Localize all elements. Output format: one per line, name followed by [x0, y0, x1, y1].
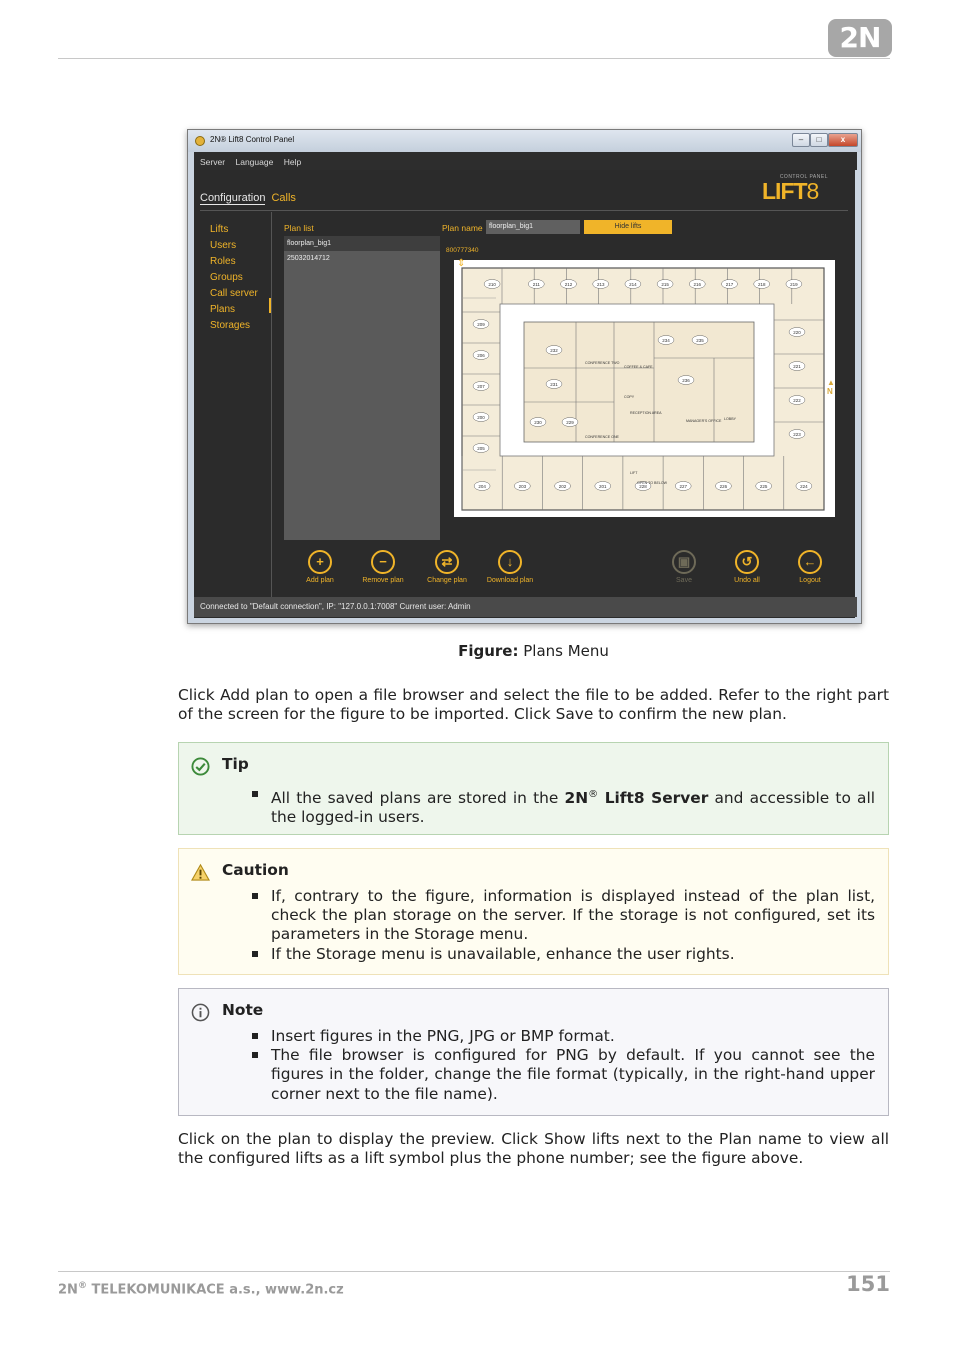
tab-calls[interactable]: Calls — [271, 192, 296, 204]
north-arrow-icon: ▲ N — [827, 378, 835, 396]
room-label: 215 — [661, 281, 669, 287]
lift8-brand — [762, 174, 828, 202]
room-label: 225 — [759, 483, 768, 489]
tab-configuration[interactable]: Configuration — [200, 192, 266, 204]
warning-icon — [191, 863, 210, 882]
note-list — [271, 1027, 875, 1104]
note-item: Insert figures in the PNG, JPG or BMP format. — [271, 1027, 875, 1046]
tip-item — [271, 785, 875, 828]
note-box — [178, 988, 889, 1116]
room-label: 209 — [477, 321, 485, 327]
hide-lifts-button[interactable]: Hide lifts — [584, 220, 672, 234]
room-label: 211 — [532, 281, 540, 287]
floorplan-drawing — [454, 260, 835, 517]
brand-subtitle: CONTROL PANEL — [779, 174, 828, 180]
2n-logo: 2N — [828, 19, 892, 57]
area-label: CONFERENCE ONE — [585, 435, 619, 439]
room-label: 228 — [639, 483, 647, 489]
area-label: LIFT — [630, 471, 638, 475]
config-nav — [210, 222, 258, 334]
nav-item-lifts[interactable]: Lifts — [210, 224, 229, 235]
caution-list — [271, 887, 875, 964]
note-title: Note — [222, 1001, 264, 1019]
checkmark-icon — [191, 757, 210, 776]
plan-list-label: Plan list — [284, 223, 314, 233]
room-label: 220 — [793, 329, 801, 335]
room-label: 234 — [662, 337, 670, 343]
area-label: MANAGER'S OFFICE — [686, 419, 722, 423]
app-window-screenshot — [187, 129, 862, 624]
footer-company-name: TELEKOMUNIKACE a.s., www.2n.cz — [86, 1282, 344, 1298]
menu-language[interactable]: Language — [235, 157, 274, 167]
caution-item: If the Storage menu is unavailable, enhance the user rights. — [271, 945, 875, 964]
footer-company — [58, 1281, 344, 1297]
area-label: CONFERENCE TWO — [585, 361, 620, 365]
plan-list-item[interactable]: floorplan_big1 — [284, 236, 440, 251]
status-bar: Connected to "Default connection", IP: "127.0.0.1:7008" Current user: Admin — [194, 597, 857, 617]
area-label: COPY — [624, 395, 635, 399]
room-label: 214 — [629, 281, 637, 287]
remove-plan-label: Remove plan — [362, 577, 404, 584]
logout-label: Logout — [799, 577, 821, 584]
header-rule — [58, 58, 890, 59]
room-label: 236 — [682, 377, 690, 383]
figure-title: Plans Menu — [523, 642, 609, 660]
lift-phone-number: 800777340 — [446, 247, 479, 254]
minus-icon: − — [371, 550, 395, 574]
plan-name-input[interactable]: floorplan_big1 — [486, 220, 580, 234]
room-label: 235 — [696, 337, 704, 343]
tip-brand: 2N — [564, 789, 589, 808]
plan-toolbar — [272, 550, 854, 595]
room-label: 200 — [477, 414, 485, 420]
tab-divider — [200, 210, 848, 211]
nav-item-call-server[interactable]: Call server — [210, 288, 258, 299]
nav-item-plans[interactable]: Plans — [210, 304, 236, 315]
tip-product: Lift8 Server — [598, 789, 709, 808]
tip-item-post: and accessible to all the logged-in users. — [271, 789, 875, 827]
menu-server[interactable]: Server — [200, 157, 226, 167]
room-label: 217 — [725, 281, 734, 287]
figure-label: Figure: — [458, 642, 519, 660]
area-label: OPEN TO BELOW — [637, 481, 668, 485]
floorplan-preview[interactable] — [454, 260, 835, 517]
nav-item-roles[interactable]: Roles — [210, 256, 236, 267]
footer-reg: ® — [77, 1281, 87, 1291]
room-label: 222 — [793, 397, 801, 403]
main-tabs — [200, 192, 296, 204]
page-number: 151 — [846, 1272, 890, 1296]
nav-item-users[interactable]: Users — [210, 240, 237, 251]
window-frame-bottom — [188, 618, 861, 623]
room-label: 212 — [564, 281, 573, 287]
brand-name-text: LIFT — [762, 178, 807, 204]
room-label: 229 — [566, 419, 574, 425]
area-label: LOBBY — [724, 417, 736, 421]
room-label: 204 — [478, 483, 486, 489]
tip-reg: ® — [588, 789, 599, 800]
download-plan-button[interactable] — [475, 550, 545, 584]
room-label: 223 — [793, 431, 801, 437]
brand-suffix: 8 — [806, 178, 819, 204]
nav-separator — [271, 212, 272, 597]
close-button[interactable]: x — [828, 133, 858, 147]
paragraph-add-plan: Click Add plan to open a file browser and select the file to be added. Refer to the right part of the screen for the figure to be imported. Click Save to confirm the new plan. — [178, 686, 889, 724]
room-label: 201 — [599, 483, 607, 489]
plan-list[interactable] — [284, 236, 440, 540]
room-label: 219 — [790, 281, 798, 287]
download-plan-label: Download plan — [486, 577, 534, 584]
app-icon — [195, 136, 205, 146]
tip-list — [271, 785, 875, 828]
room-label: 224 — [800, 483, 808, 489]
window-titlebar — [188, 130, 861, 152]
info-icon — [191, 1003, 210, 1022]
window-frame-right — [855, 152, 861, 624]
tip-item-pre: All the saved plans are stored in the — [271, 789, 565, 808]
undo-all-label: Undo all — [734, 577, 760, 584]
undo-icon: ↺ — [735, 550, 759, 574]
maximize-button[interactable]: □ — [810, 133, 828, 147]
change-plan-button[interactable] — [412, 550, 482, 584]
area-label: RECEPTION AREA — [630, 411, 662, 415]
swap-icon: ⇄ — [435, 550, 459, 574]
nav-item-groups[interactable]: Groups — [210, 272, 243, 283]
plan-name-label: Plan name — [442, 223, 483, 233]
footer-brand: 2N — [58, 1282, 78, 1298]
paragraph-show-lifts: Click on the plan to display the preview. Click Show lifts next to the Plan name to view all the configured lifts as a lift symbol plus the phone number; see the figure above. — [178, 1130, 889, 1168]
download-icon: ↓ — [498, 550, 522, 574]
save-button[interactable] — [649, 550, 719, 584]
lift-symbol-icon[interactable]: ⇕ — [457, 258, 466, 269]
room-label: 202 — [558, 483, 567, 489]
room-label: 205 — [477, 445, 485, 451]
brand-name — [762, 180, 828, 202]
room-label: 206 — [477, 352, 485, 358]
room-label: 203 — [518, 483, 527, 489]
room-label: 207 — [477, 383, 485, 389]
window-title: 2N® Lift8 Control Panel — [210, 135, 295, 144]
room-label: 227 — [679, 483, 687, 489]
logout-icon: ← — [798, 550, 822, 574]
remove-plan-button[interactable] — [348, 550, 418, 584]
north-label: N — [827, 387, 833, 396]
room-label: 232 — [550, 347, 558, 353]
tip-title: Tip — [222, 755, 249, 773]
menu-help[interactable]: Help — [283, 157, 302, 167]
room-label: 221 — [793, 363, 801, 369]
room-label: 226 — [719, 483, 728, 489]
room-label: 231 — [550, 381, 558, 387]
room-label: 213 — [596, 281, 605, 287]
caution-title: Caution — [222, 861, 289, 879]
undo-all-button[interactable] — [712, 550, 782, 584]
menu-bar — [194, 152, 857, 170]
room-label: 230 — [534, 419, 542, 425]
plan-list-item[interactable]: 25032014712 — [287, 255, 330, 262]
save-icon: ▣ — [672, 550, 696, 574]
area-label: COFFEE & CAFE — [624, 365, 653, 369]
minimize-button[interactable]: – — [792, 133, 810, 147]
save-label: Save — [676, 577, 692, 584]
note-item: The file browser is configured for PNG by default. If you cannot see the figures in the folder, change the file format (typically, in the right-hand upper corner next to the file name). — [271, 1046, 875, 1103]
logout-button[interactable] — [775, 550, 845, 584]
nav-item-storages[interactable]: Storages — [210, 320, 251, 331]
footer-rule — [58, 1271, 890, 1272]
add-plan-button[interactable] — [285, 550, 355, 584]
add-plan-label: Add plan — [306, 577, 334, 584]
figure-caption — [178, 642, 889, 660]
caution-box — [178, 848, 889, 975]
room-label: 218 — [757, 281, 766, 287]
room-label: 216 — [693, 281, 702, 287]
change-plan-label: Change plan — [427, 577, 467, 584]
window-frame-left — [188, 152, 194, 624]
plus-icon: + — [308, 550, 332, 574]
room-label: 210 — [488, 281, 496, 287]
caution-item: If, contrary to the figure, information is displayed instead of the plan list, check the plan storage on the server. If the storage is not configured, set its parameters in the Storage menu. — [271, 887, 875, 944]
tip-box — [178, 742, 889, 835]
